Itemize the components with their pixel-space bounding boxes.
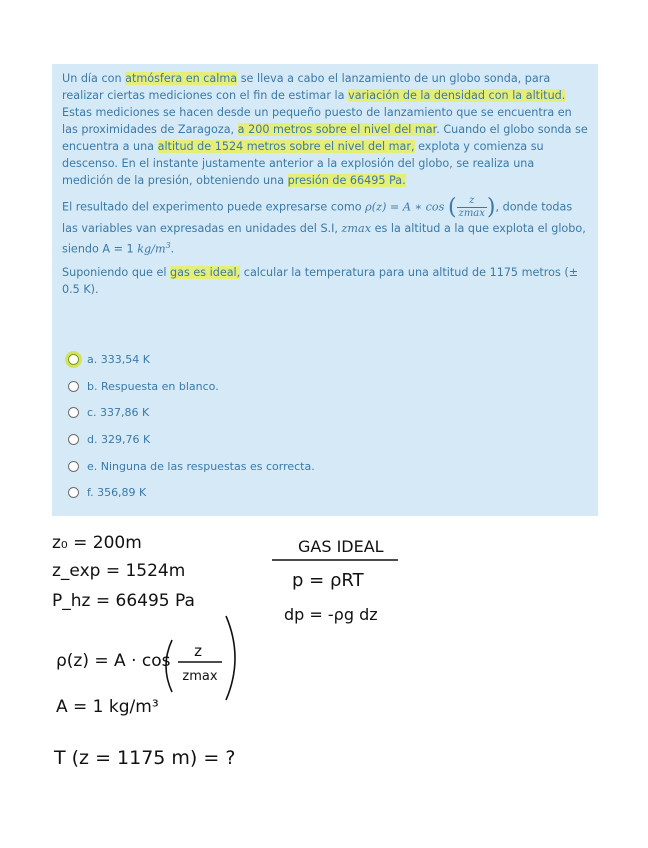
- radio-icon[interactable]: [68, 354, 79, 365]
- radio-icon[interactable]: [68, 381, 79, 392]
- highlighted-text: variación de la densidad con la altitud.: [348, 89, 566, 102]
- option-c[interactable]: c. 337,86 K: [68, 399, 315, 426]
- question-box: [52, 64, 598, 516]
- question-paragraph-3: [62, 264, 588, 298]
- option-d[interactable]: d. 329,76 K: [68, 426, 315, 453]
- formula-fraction: $\frac{z}{zmax}$: [458, 195, 485, 219]
- note-pressure: P_hz = 66495 Pa: [52, 591, 195, 611]
- text-segment: explota y comienza su descenso. En el instante justamente anterior a la explosión del globo, se realiza una medición de la presión, obteniendo una: [62, 140, 544, 187]
- note-gas-eq1: p = ρRT: [292, 570, 364, 591]
- text-segment: Estas mediciones se hacen desde un pequeño puesto de lanzamiento que se encuentra en las proximidades de Zaragoza,: [62, 106, 572, 136]
- text-segment: Suponiendo que el: [62, 265, 170, 279]
- note-z0: z₀ = 200m: [52, 533, 142, 553]
- density-formula: ρ(z) = A ∗ cos: [365, 200, 445, 214]
- radio-icon[interactable]: [68, 487, 79, 498]
- note-zexp: z_exp = 1524m: [52, 561, 186, 581]
- radio-icon[interactable]: [68, 407, 79, 418]
- note-gas-eq2: dp = -ρg dz: [284, 605, 378, 624]
- text-segment: Un día con: [62, 72, 126, 85]
- highlighted-text: presión de 66495 Pa.: [287, 174, 406, 187]
- radio-icon[interactable]: [68, 434, 79, 445]
- note-T: T (z = 1175 m) = ?: [54, 747, 236, 769]
- note-paren-right: [226, 616, 235, 700]
- highlighted-text: a 200 metros sobre el nivel del mar: [237, 123, 437, 136]
- highlighted-text: altitud de 1524 metros sobre el nivel del mar,: [157, 140, 415, 153]
- note-A: A = 1 kg/m³: [56, 697, 159, 717]
- note-density-formula: ρ(z) = A · cos: [56, 651, 171, 671]
- highlighted-text: gas es ideal,: [170, 265, 241, 279]
- radio-icon[interactable]: [68, 461, 79, 472]
- answer-options: [68, 346, 315, 506]
- handwritten-notes: [0, 520, 648, 840]
- option-a[interactable]: a. 333,54 K: [68, 346, 315, 373]
- note-gas-title: GAS IDEAL: [298, 537, 384, 556]
- text-segment: calcular la temperatura para una altitud de 1175 metros (± 0.5 K).: [62, 265, 579, 296]
- question-paragraph-2: El resultado del experimento puede expresarse como ρ(z) = A ∗ cos ( $\frac{z}{zmax}$ ), donde todas las variables van expresadas en unidades del S.I, zmax es la altitud a la que explota el globo, siendo A = 1 $kg/m^3$.: [62, 195, 586, 256]
- note-frac-den: zmax: [182, 669, 218, 684]
- option-f[interactable]: f. 356,89 K: [68, 479, 315, 506]
- text-segment: . Cuando el globo sonda se encuentra a una: [62, 123, 588, 153]
- highlighted-text: atmósfera en calma: [125, 72, 238, 85]
- text-segment: se lleva a cabo el lanzamiento de un globo sonda, para realizar ciertas mediciones con el fin de estimar la: [62, 72, 551, 102]
- option-e[interactable]: e. Ninguna de las respuestas es correcta.: [68, 453, 315, 480]
- option-b[interactable]: b. Respuesta en blanco.: [68, 373, 315, 400]
- note-frac-num: z: [194, 642, 202, 660]
- question-paragraph-1: [62, 70, 588, 189]
